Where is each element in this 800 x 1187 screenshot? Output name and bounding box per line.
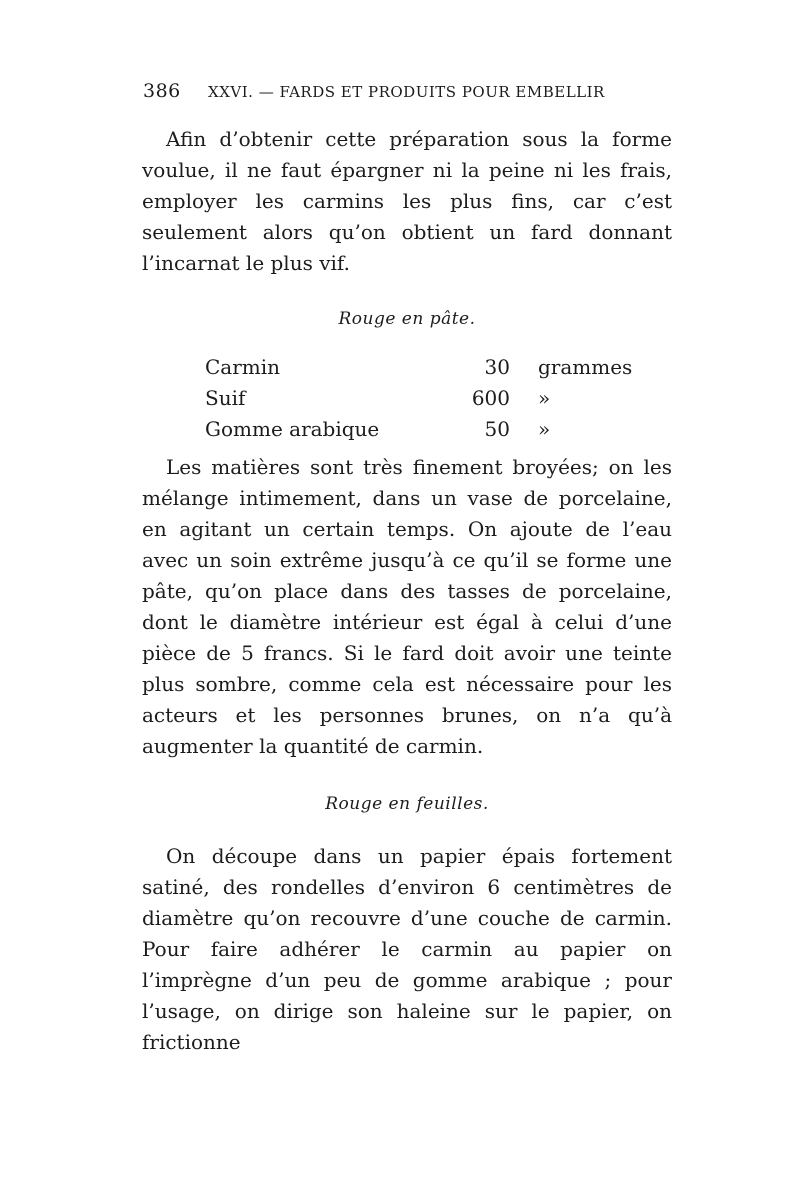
ingredient-unit: » — [538, 386, 551, 410]
paragraph-method — [142, 452, 672, 762]
heading-rouge-en-feuilles: Rouge en feuilles. — [325, 794, 489, 814]
ingredient-name: Carmin — [205, 355, 281, 379]
paragraph-feuilles — [142, 841, 672, 1058]
heading-rouge-en-pate: Rouge en pâte. — [338, 309, 476, 329]
ingredient-name: Gomme arabique — [205, 417, 380, 441]
running-head — [143, 80, 663, 110]
ingredient-quantity: 50 — [484, 417, 510, 441]
page-number: 386 — [143, 80, 181, 102]
paragraph-intro — [142, 124, 672, 279]
ingredient-quantity: 30 — [484, 355, 510, 379]
recipe-row — [205, 414, 645, 445]
recipe-row — [205, 352, 645, 383]
recipe-list — [205, 352, 645, 445]
paragraph-feuilles-text: On découpe dans un papier épais fortement satiné, des rondelles d’environ 6 centimètres de diamètre qu’on recouvre d’une couche de carmin. Pour faire adhérer le carmin au papier on l’imprègne d’un peu de gomme arabique ; pour l’usage, on dirige son haleine sur le papier, on frictionne — [142, 844, 672, 1054]
ingredient-quantity: 600 — [471, 386, 510, 410]
paragraph-method-text: Les matières sont très finement broyées; on les mélange intimement, dans un vase de porcelaine, en agitant un certain temps. On ajoute de l’eau avec un soin extrême jusqu’à ce qu’il se forme une pâte, qu’on place dans des tasses de porcelaine, dont le diamètre intérieur est égal à celui d’une pièce de 5 francs. Si le fard doit avoir une teinte plus sombre, comme cela est nécessaire pour les acteurs et les personnes brunes, on n’a qu’à augmenter la quantité de carmin. — [142, 455, 672, 758]
ingredient-unit: grammes — [538, 355, 633, 379]
ingredient-name: Suif — [205, 386, 246, 410]
recipe-row — [205, 383, 645, 414]
paragraph-intro-text: Afin d’obtenir cette préparation sous la forme voulue, il ne faut épargner ni la peine ni les frais, employer les carmins les plus fins, car c’est seulement alors qu’on obtient un fard donnant l’incarnat le plus vif. — [142, 127, 672, 275]
running-title: XXVI. — FARDS ET PRODUITS POUR EMBELLIR — [208, 83, 605, 101]
ingredient-unit: » — [538, 417, 551, 441]
